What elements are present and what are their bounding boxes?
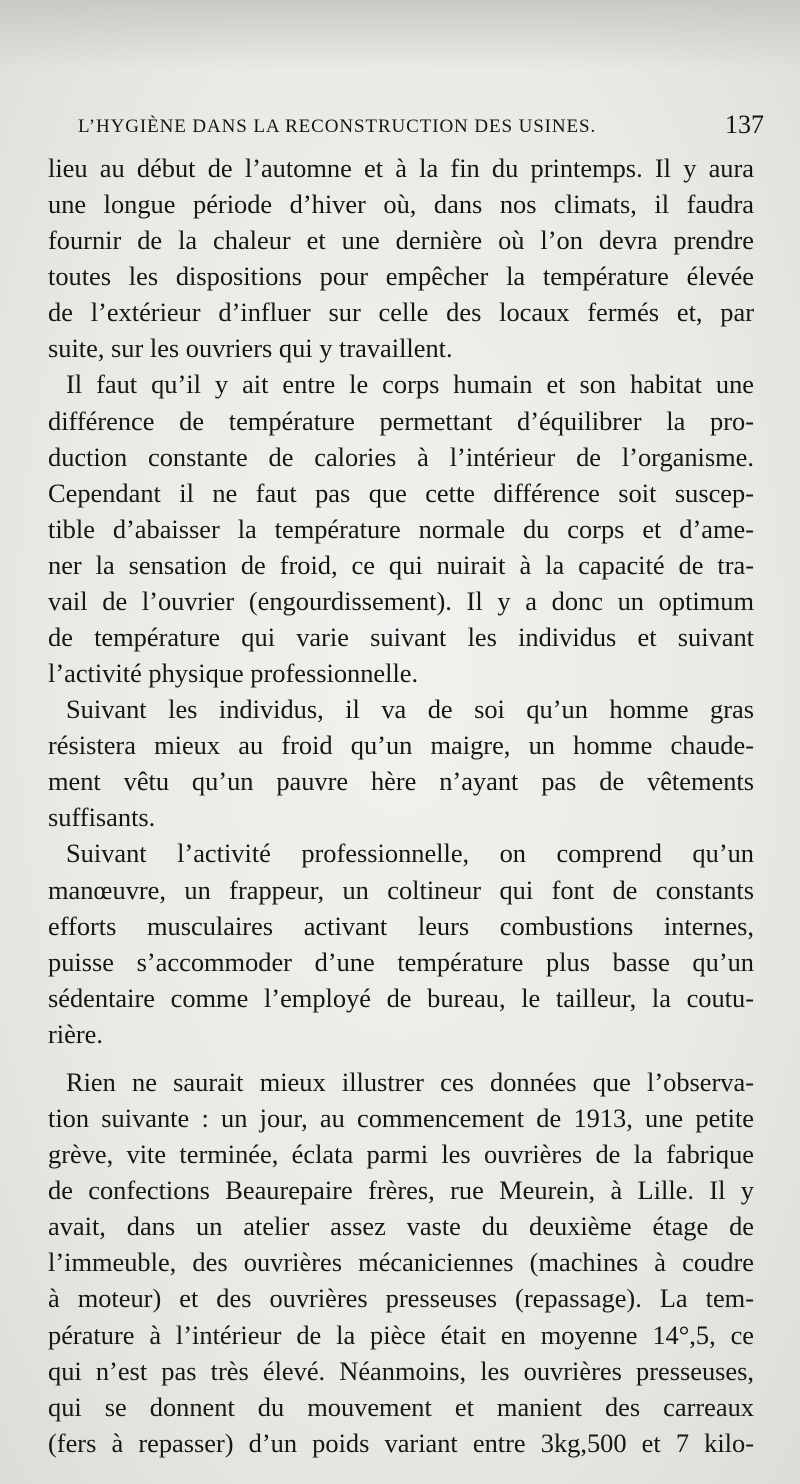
text-line: Suivant les individus, il va de soi qu’un homme gras — [66, 694, 754, 725]
text-line: grève, vite terminée, éclata parmi les ouvrières de la fabrique — [48, 1139, 754, 1170]
text-line: lieu au début de l’automne et à la fin du printemps. Il y aura — [48, 153, 754, 183]
text-line: ner la sensation de froid, ce qui nuirait à la capacité de tra- — [48, 549, 754, 580]
text-line: ment vêtu qu’un pauvre hère n’ayant pas de vêtements — [48, 766, 754, 797]
text-line: sédentaire comme l’employé de bureau, le tailleur, la coutu- — [48, 982, 754, 1013]
text-line: Suivant l’activité professionnelle, on comprend qu’un — [66, 838, 754, 869]
paragraph-gap — [48, 1052, 754, 1064]
text-line: une longue période d’hiver où, dans nos climats, il faudra — [48, 189, 754, 220]
text-line: tible d’abaisser la température normale du corps et d’ame- — [48, 513, 754, 544]
text-line: suite, sur les ouvriers qui y travaillent. — [48, 333, 453, 364]
text-line: Il faut qu’il y ait entre le corps humain et son habitat une — [66, 369, 754, 400]
running-head: L’HYGIÈNE DANS LA RECONSTRUCTION DES USINES. — [78, 116, 597, 137]
text-line: à moteur) et des ouvrières presseuses (repassage). La tem- — [48, 1283, 754, 1314]
page-number: 137 — [725, 110, 764, 139]
text-line: tion suivante : un jour, au commencement de 1913, une petite — [48, 1103, 754, 1134]
text-line: l’immeuble, des ouvrières mécaniciennes (machines à coudre — [48, 1247, 754, 1278]
text-line: manœuvre, un frappeur, un coltineur qui font de constants — [48, 874, 754, 905]
text-line: de confections Beaurepaire frères, rue Meurein, à Lille. Il y — [48, 1175, 754, 1206]
text-line: puisse s’accommoder d’une température plus basse qu’un — [48, 946, 754, 977]
text-line: Cependant il ne faut pas que cette différence soit suscep- — [48, 477, 754, 508]
text-line: qui n’est pas très élevé. Néanmoins, les ouvrières presseuses, — [48, 1355, 754, 1386]
text-line: duction constante de calories à l’intérieur de l’organisme. — [48, 441, 754, 472]
text-line: rière. — [48, 1018, 103, 1049]
text-line: de température qui varie suivant les individus et suivant — [48, 622, 754, 653]
text-line: qui se donnent du mouvement et manient des carreaux — [48, 1391, 754, 1422]
text-line: efforts musculaires activant leurs combustions internes, — [48, 910, 754, 941]
text-line: différence de température permettant d’équilibrer la pro- — [48, 405, 754, 436]
text-line: fournir de la chaleur et une dernière où l’on devra prendre — [48, 225, 754, 256]
text-line: Rien ne saurait mieux illustrer ces données que l’observa- — [66, 1066, 754, 1097]
text-line: toutes les dispositions pour empêcher la température élevée — [48, 261, 754, 292]
text-line: (fers à repasser) d’un poids variant entre 3kg,500 et 7 kilo- — [48, 1427, 754, 1458]
body-text — [48, 150, 754, 1461]
page-edge-shadow — [0, 0, 800, 70]
text-line: pérature à l’intérieur de la pièce était en moyenne 14°,5, ce — [48, 1319, 754, 1350]
text-line: vail de l’ouvrier (engourdissement). Il y a donc un optimum — [48, 585, 754, 616]
text-line: résistera mieux au froid qu’un maigre, un homme chaude- — [48, 730, 754, 761]
page-header — [78, 110, 764, 144]
text-line: avait, dans un atelier assez vaste du deuxième étage de — [48, 1211, 754, 1242]
text-line: de l’extérieur d’influer sur celle des locaux fermés et, par — [48, 297, 754, 328]
text-line: l’activité physique professionnelle. — [48, 658, 419, 689]
text-line: suffisants. — [48, 802, 156, 833]
